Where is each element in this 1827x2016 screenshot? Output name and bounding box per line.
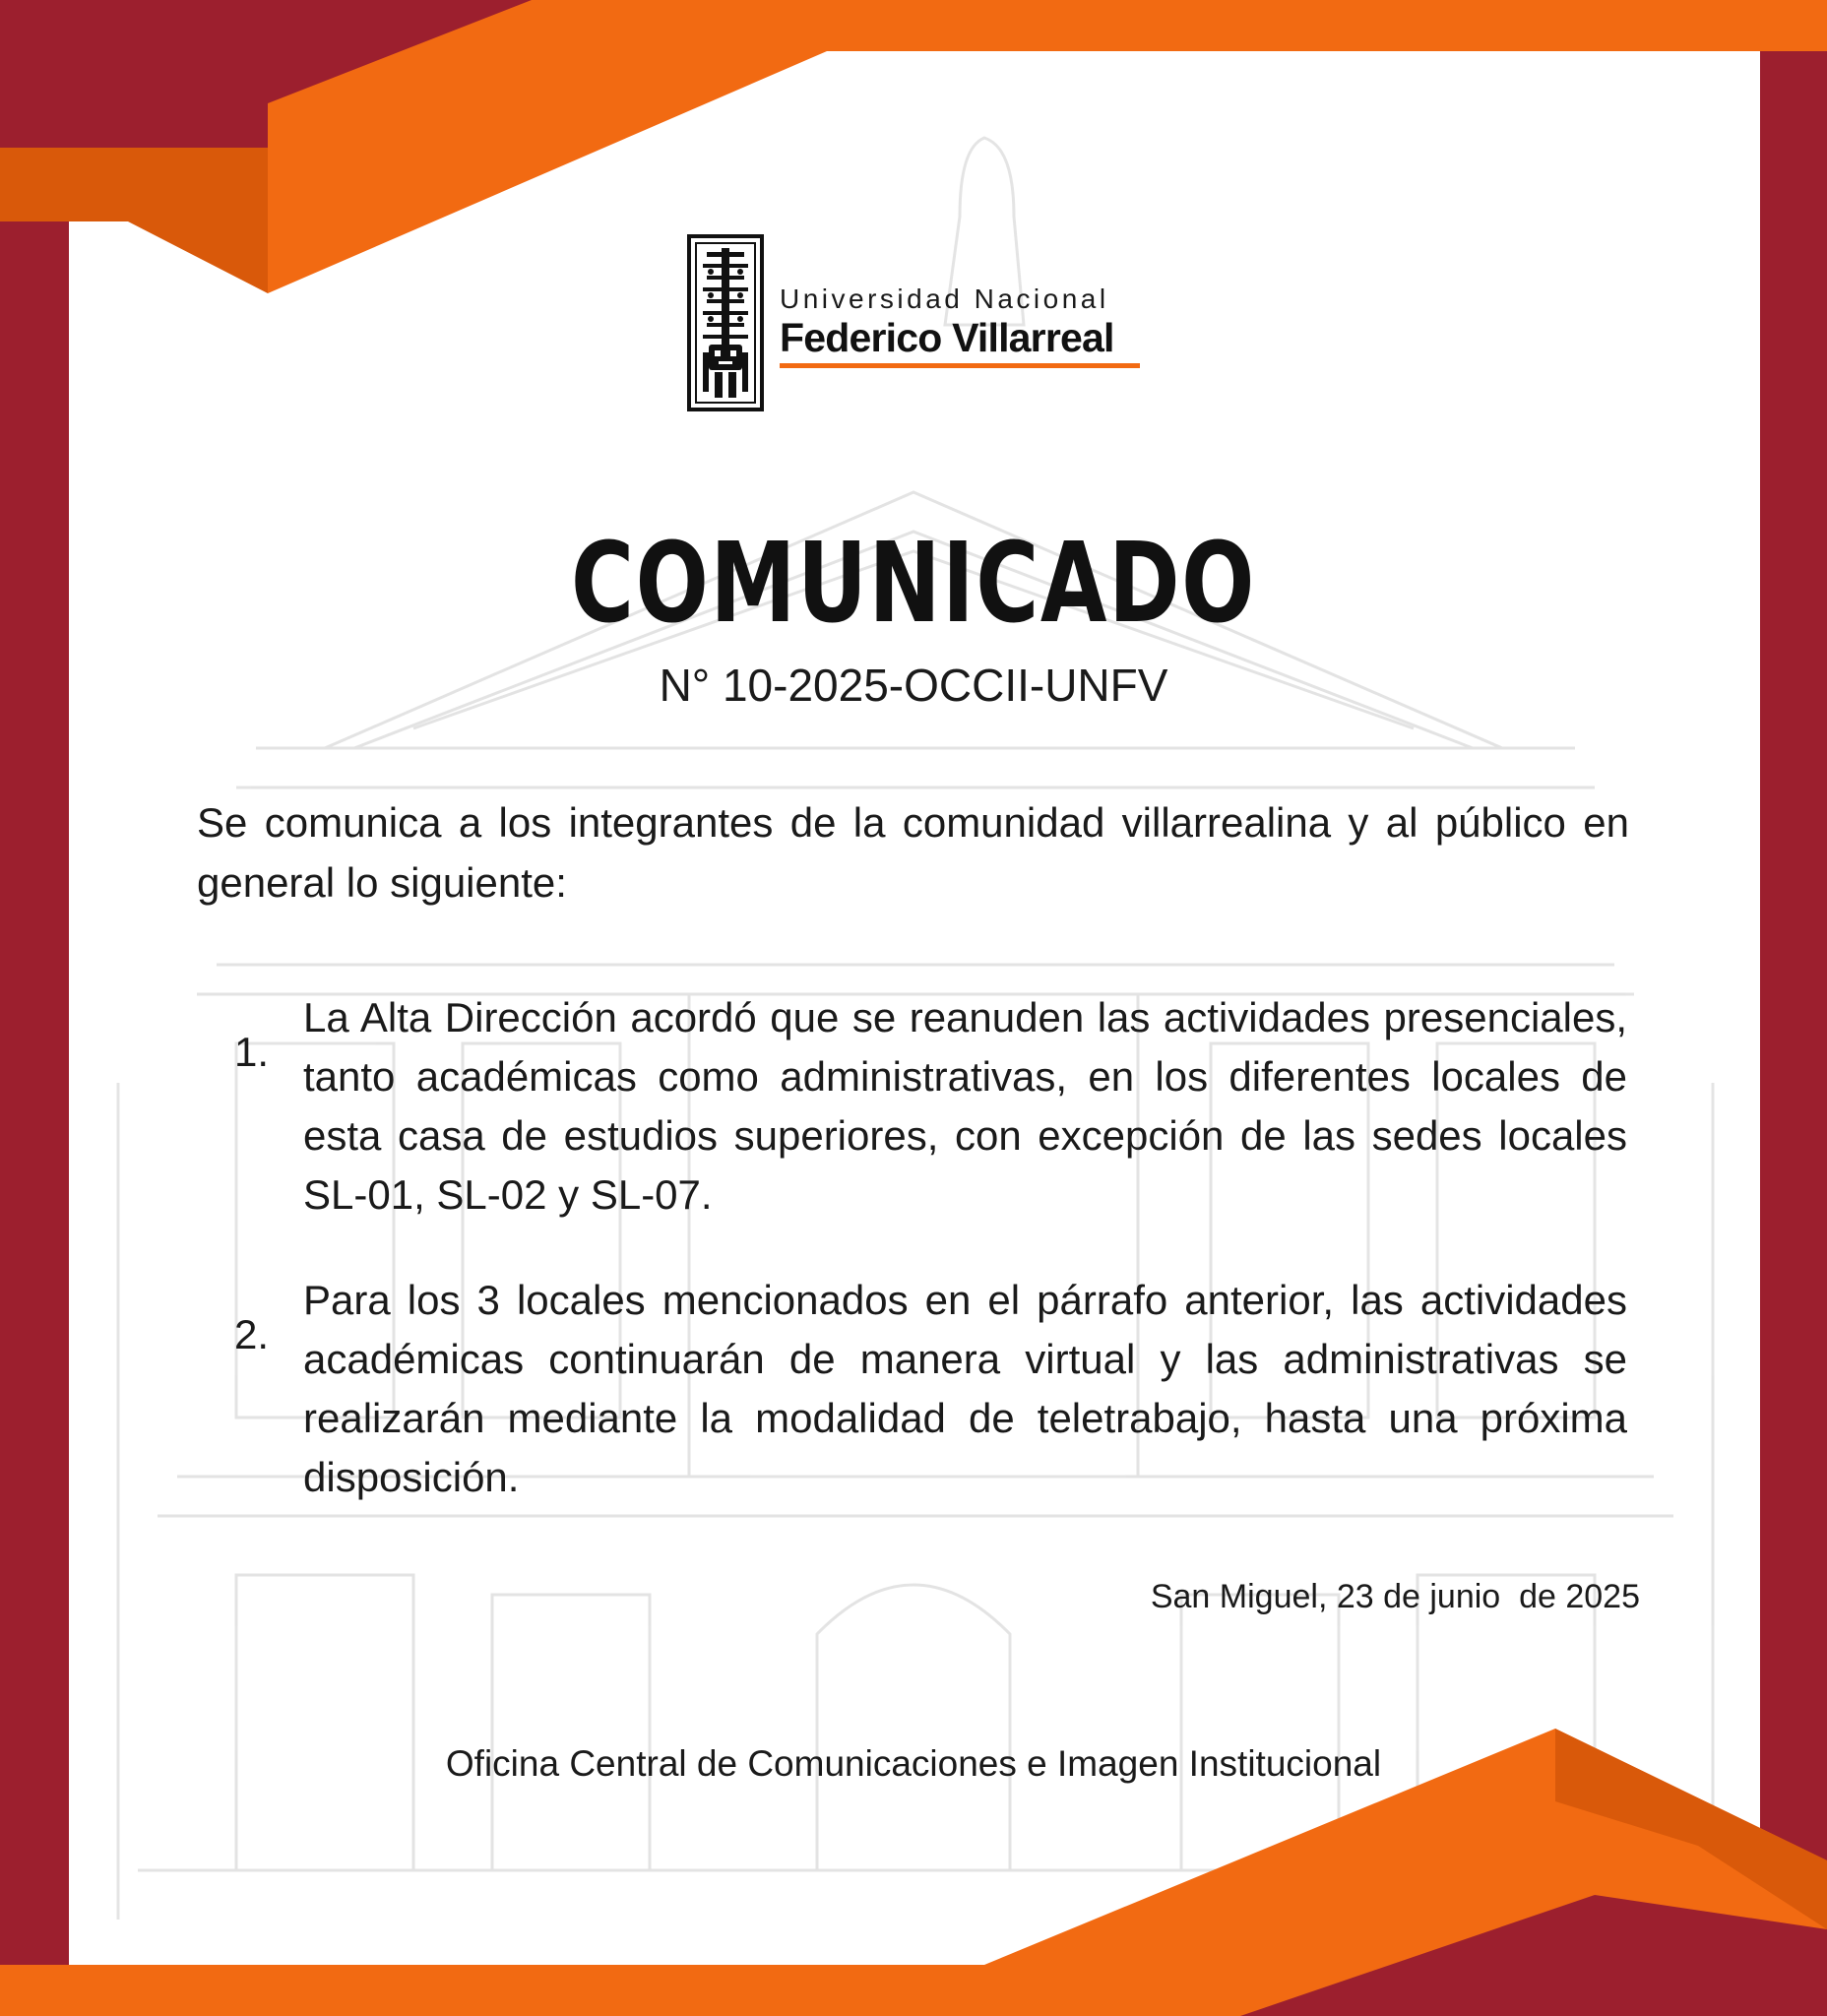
document-number: N° 10-2025-OCCII-UNFV [659, 660, 1168, 711]
date-line: San Miguel, 23 de junio de 2025 [1150, 1578, 1640, 1615]
list-item-number: 2. [234, 1311, 270, 1357]
logo-university-line: Universidad Nacional [780, 284, 1109, 314]
logo-underline [780, 363, 1140, 368]
list-item-text: La Alta Dirección acordó que se reanuden las actividades presenciales, tanto académicas como administrativas, en los diferentes locales de esta casa de estudios superiores, con excepción de las sedes locales SL-01, SL-02 y SL-07. [303, 994, 1627, 1218]
page-title: COMUNICADO [571, 520, 1256, 648]
intro-paragraph: Se comunica a los integrantes de la comunidad villarrealina y al público en general lo siguiente: [197, 799, 1629, 906]
chavin-staff-god-emblem-icon [687, 234, 764, 411]
issuing-office: Oficina Central de Comunicaciones e Imagen Institucional [445, 1743, 1382, 1784]
logo-name-line: Federico Villarreal [780, 315, 1114, 360]
list-item-number: 1. [234, 1029, 270, 1075]
list-item-text: Para los 3 locales mencionados en el párrafo anterior, las actividades académicas continuarán de manera virtual y las administrativas se realizarán mediante la modalidad de teletrabajo, hasta una próxima disposición. [303, 1277, 1627, 1500]
university-logo [687, 234, 1140, 411]
